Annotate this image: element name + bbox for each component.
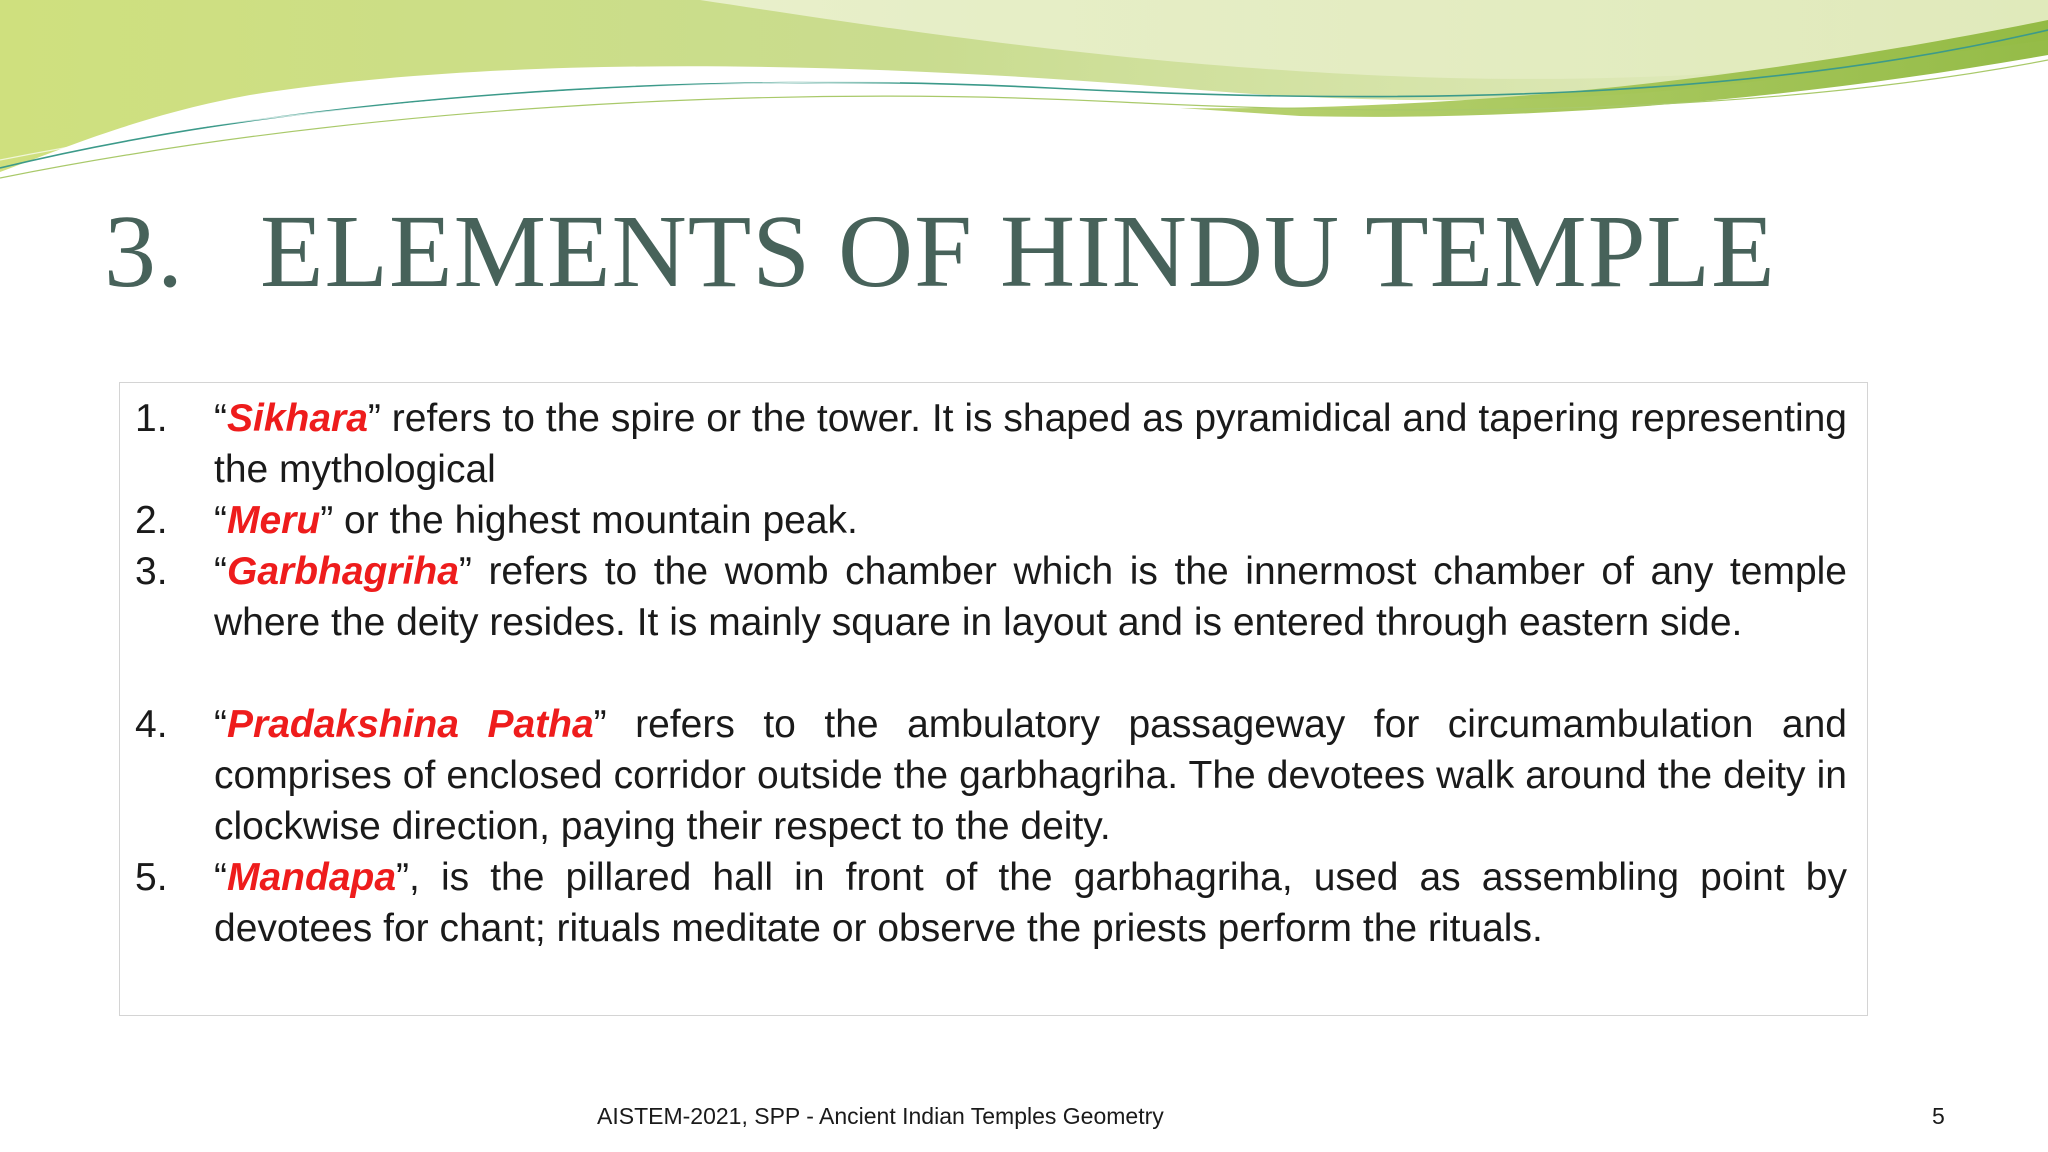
open-quote: “: [214, 397, 227, 440]
item-number: 1.: [135, 397, 168, 440]
item-description: ” refers to the womb chamber which is the innermost chamber of any temple where the deity resides. It is mainly square in layout and is entered through eastern side.: [214, 550, 1847, 644]
title-number: 3.: [104, 194, 184, 309]
open-quote: “: [214, 499, 227, 542]
item-number: 4.: [135, 703, 168, 746]
term-meru: Meru: [227, 499, 321, 542]
slide-footer: AISTEM-2021, SPP - Ancient Indian Temples Geometry: [597, 1103, 1164, 1129]
item-description: ”, is the pillared hall in front of the garbhagriha, used as assembling point by devotees for chant; rituals meditate or observe the priests perform the rituals.: [214, 856, 1847, 950]
open-quote: “: [214, 856, 227, 899]
item-description: ” refers to the ambulatory passageway for circumambulation and comprises of enclosed corridor outside the garbhagriha. The devotees walk around the deity in clockwise direction, paying their respect to the deity.: [214, 703, 1847, 848]
term-mandapa: Mandapa: [227, 856, 397, 899]
page-number: 5: [1932, 1103, 1945, 1129]
open-quote: “: [214, 550, 227, 593]
elements-list: [135, 393, 1847, 954]
list-item-pradakshina-patha: [135, 699, 1847, 852]
title-text: ELEMENTS OF HINDU TEMPLE: [260, 194, 1776, 309]
open-quote: “: [214, 703, 227, 746]
term-sikhara: Sikhara: [227, 397, 368, 440]
term-garbhagriha: Garbhagriha: [227, 550, 459, 593]
item-description: ” refers to the spire or the tower. It is shaped as pyramidical and tapering representing the mythological: [214, 397, 1847, 491]
item-number: 5.: [135, 856, 168, 899]
slide-title: [104, 188, 1776, 316]
header-wave-decoration: [0, 0, 2048, 200]
item-number: 3.: [135, 550, 168, 593]
list-item-mandapa: [135, 852, 1847, 954]
term-pradakshina-patha: Pradakshina Patha: [227, 703, 594, 746]
item-description: ” or the highest mountain peak.: [320, 499, 858, 542]
list-item-meru: [135, 495, 1847, 546]
list-item-garbhagriha: [135, 546, 1847, 648]
item-number: 2.: [135, 499, 168, 542]
content-box: [119, 382, 1868, 1016]
list-item-sikhara: [135, 393, 1847, 495]
